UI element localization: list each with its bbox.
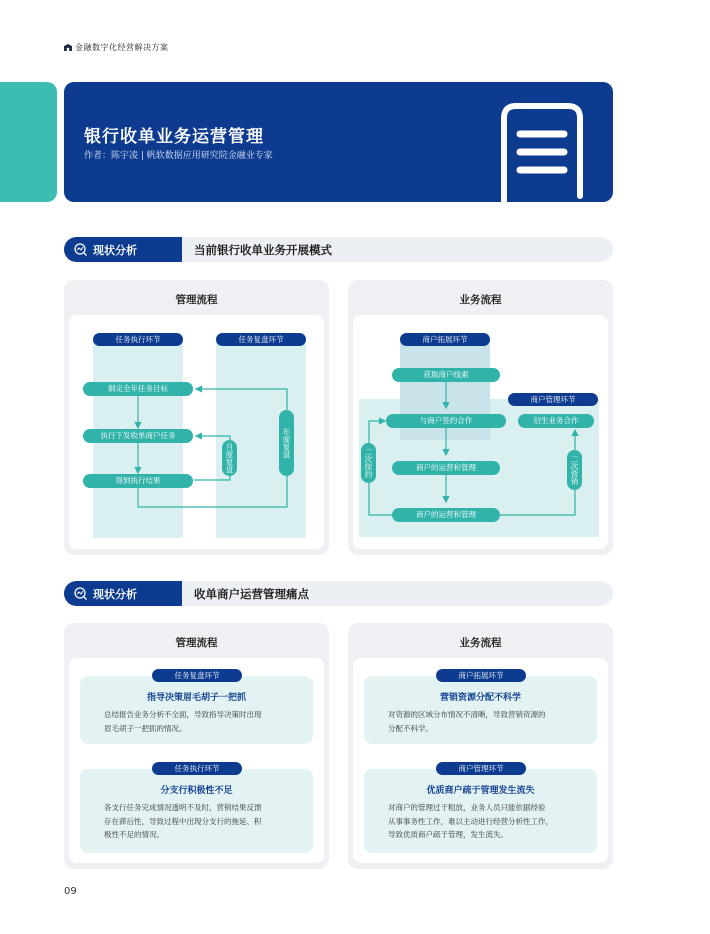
pain-title: 指导决策眉毛胡子一把抓	[146, 693, 246, 703]
pain-desc: 对商户的管理过于粗放，业务人员只能依据经验 从事事务性工作，难以主动进行经营分析性工作， 导致优质商户疏于管理，发生流失。	[388, 803, 553, 839]
card-title: 业务流程	[459, 637, 502, 649]
node-yearly-review: 年度复盘	[279, 410, 294, 476]
node-execute-task: 执行下发收单商户任务	[83, 429, 193, 443]
node-merchant-ops: 商户的运营和管理	[392, 461, 500, 475]
pain-title: 优质商户疏于管理发生流失	[426, 786, 535, 796]
tag-merchant-mgmt: 商户管理环节	[508, 393, 598, 406]
pain-point-box	[80, 676, 313, 744]
banner-subtitle: 作者：陈宇凌 | 帆软数据应用研究院金融业专家	[84, 151, 273, 161]
card-title: 管理流程	[175, 294, 218, 306]
tag-execution: 任务执行环节	[152, 762, 242, 775]
analysis-icon	[74, 587, 87, 600]
node-set-annual-target: 制定全年任务目标	[83, 382, 193, 396]
node-monthly-review: 月度复盘	[222, 440, 237, 476]
node-get-leads: 获取商户线索	[392, 368, 500, 382]
node-merchant-ops-2: 商户的运营和管理	[392, 508, 500, 522]
node-remarketing: 二次营销	[567, 450, 582, 490]
section-heading-1: 当前银行收单业务开展模式	[194, 243, 332, 257]
tag-execution: 任务执行环节	[93, 333, 183, 346]
section-pill-2	[64, 581, 182, 606]
node-derived-business: 衍生业务合作	[518, 414, 594, 428]
node-sign-merchant: 与商户签约合作	[386, 414, 506, 428]
pain-desc: 对资源的区域分布情况不清晰，导致营销资源的 分配不科学。	[388, 710, 546, 733]
page-number: 09	[64, 886, 77, 897]
banner-title: 银行收单业务运营管理	[84, 127, 264, 147]
card-title: 业务流程	[459, 294, 502, 306]
section-heading-2: 收单商户运营管理痛点	[194, 587, 309, 601]
section-label-1: 现状分析	[93, 243, 137, 257]
tag-review: 任务复盘环节	[152, 669, 242, 682]
section-bar-2	[64, 581, 613, 606]
section-label-2: 现状分析	[93, 587, 137, 601]
pain-title: 营销资源分配不科学	[439, 693, 521, 703]
pain-point-box	[80, 769, 313, 853]
tag-expansion: 商户拓展环节	[400, 333, 490, 346]
tag-review: 任务复盘环节	[216, 333, 306, 346]
pain-title: 分支行积极性不足	[160, 786, 233, 796]
node-renewal: 二次续约	[361, 443, 376, 483]
node-result: 得到执行结果	[83, 474, 193, 488]
pain-point-box	[364, 769, 597, 853]
tag-merchant-mgmt: 商户管理环节	[436, 762, 526, 775]
pain-point-box	[364, 676, 597, 744]
doc-title: 金融数字化经营解决方案	[75, 43, 169, 52]
pain-desc: 各支行任务完成情况透明不及时，营销结果反馈 存在滞后性，导致过程中出现分支行的拖延、积 极性不足的情况。	[104, 803, 262, 839]
pain-desc: 总结报告业务分析不全面，导致指导决策时出现 眉毛胡子一把抓的情况。	[104, 710, 262, 733]
card-title: 管理流程	[175, 637, 218, 649]
tag-expansion: 商户拓展环节	[436, 669, 526, 682]
